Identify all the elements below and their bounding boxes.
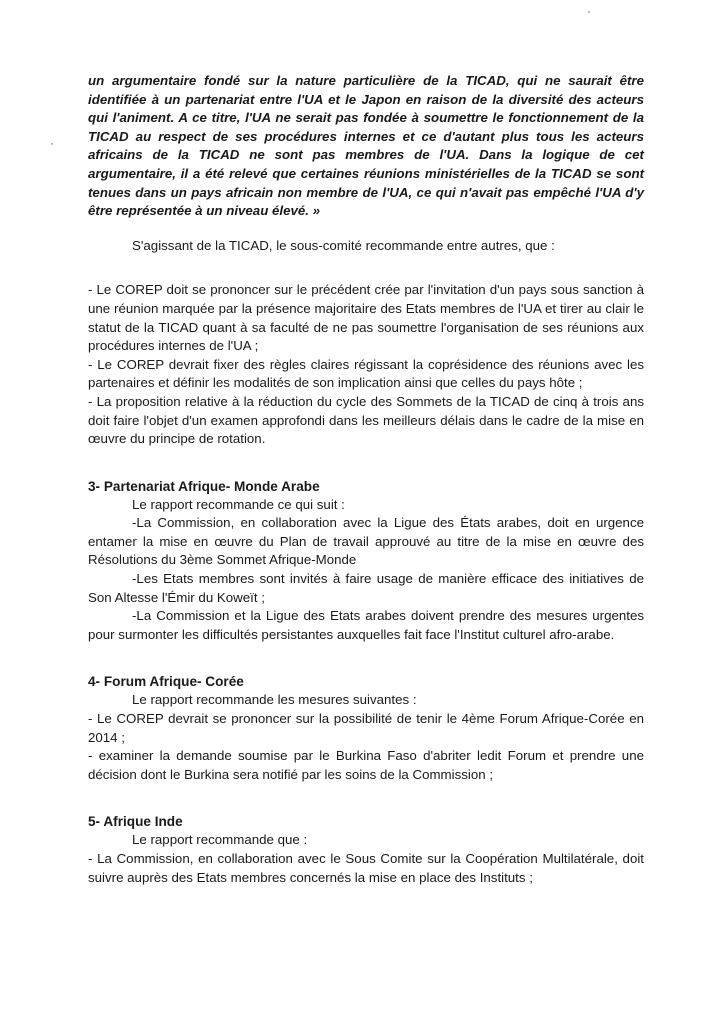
quote-paragraph: un argumentaire fondé sur la nature particulière de la TICAD, qui ne saurait être identifiée à un partenariat entre l'UA et le Japon en raison de la diversité des acteurs qui l'animent. A ce titre, l'UA ne serait pas fondée à soumettre le fonctionnement de la TICAD au respect de ses procédures internes et ce d'autant plus tous les acteurs africains de la TICAD ne sont pas membres de l'UA. Dans la logique de cet argumentaire, il a été relevé que certaines réunions ministérielles de la TICAD se sont tenues dans un pays africain non membre de l'UA, ce qui n'avait pas empêché l'UA d'y être représentée à un niveau élevé. » (88, 73, 644, 219)
list-item: - Le COREP doit se prononcer sur le précédent crée par l'invitation d'un pays sous sanction à une réunion marquée par la présence majoritaire des Etats membres de l'UA et tirer au clair le statut de la TICAD quant à sa faculté de ne pas soumettre l'organisation de ses réunions aux procédures internes de l'UA ; (88, 282, 644, 354)
list-item: -La Commission et la Ligue des Etats arabes doivent prendre des mesures urgentes pour surmonter les difficultés persistantes auxquelles fait face l'Institut culturel afro-arabe. (88, 608, 644, 642)
section-heading: 5- Afrique Inde (88, 814, 183, 830)
list-item: - Le COREP devrait se prononcer sur la possibilité de tenir le 4ème Forum Afrique-Corée en 2014 ; (88, 711, 644, 745)
ticad-recommendations (88, 281, 644, 448)
section-intro: Le rapport recommande les mesures suivantes : (132, 692, 417, 708)
scan-speck: · (50, 136, 54, 150)
list-item: -La Commission, en collaboration avec la Ligue des États arabes, doit en urgence entamer la mise en œuvre du Plan de travail approuvé au titre de la mise en œuvre des Résolutions du 3ème Sommet Afrique-Monde (88, 515, 644, 568)
list-item: - examiner la demande soumise par le Burkina Faso d'abriter ledit Forum et prendre une décision dont le Burkina sera notifié par les soins de la Commission ; (88, 748, 644, 782)
list-item: - La Commission, en collaboration avec le Sous Comite sur la Coopération Multilatérale, doit suivre auprès des Etats membres concernés la mise en place des Instituts ; (88, 851, 644, 885)
section-intro: Le rapport recommande ce qui suit : (132, 496, 345, 512)
section-heading: 3- Partenariat Afrique- Monde Arabe (88, 478, 320, 494)
document-body (88, 72, 644, 887)
list-item: - Le COREP devrait fixer des règles claires régissant la coprésidence des réunions avec les partenaires et définir les modalités de son implication ainsi que celles du pays hôte ; (88, 356, 644, 391)
list-item: -Les Etats membres sont invités à faire usage de manière efficace des initiatives de Son Altesse l'Émir du Koweït ; (88, 571, 644, 605)
section-heading: 4- Forum Afrique- Corée (88, 674, 244, 690)
section-intro: Le rapport recommande que : (132, 832, 308, 848)
ticad-intro: S'agissant de la TICAD, le sous-comité recommande entre autres, que : (132, 237, 555, 253)
scan-speck: · (587, 4, 591, 18)
list-item: - La proposition relative à la réduction du cycle des Sommets de la TICAD de cinq à trois ans doit faire l'objet d'un examen approfondi dans les meilleurs délais dans le cadre de la mise en œuvre du principe de rotation. (88, 393, 644, 447)
